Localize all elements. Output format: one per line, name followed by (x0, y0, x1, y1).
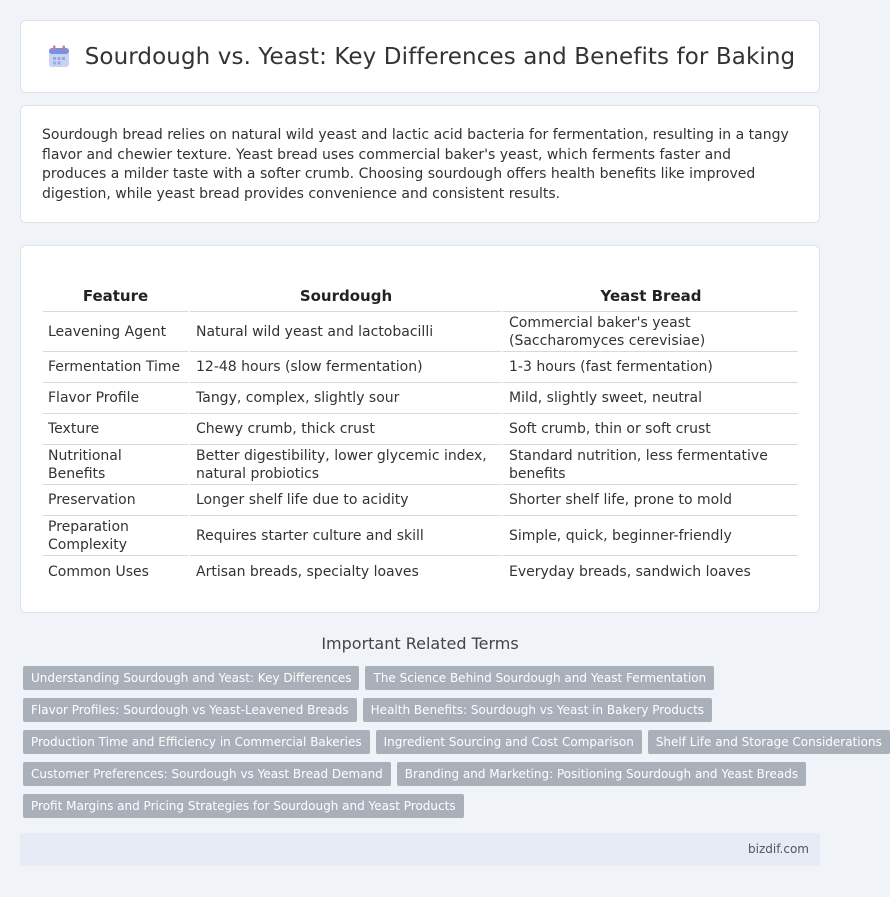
title-row (21, 21, 819, 92)
table-cell-sourdough: Artisan breads, specialty loaves (188, 556, 501, 587)
related-term-tag[interactable]: Customer Preferences: Sourdough vs Yeast Bread Demand (23, 762, 391, 786)
table-cell-sourdough: Longer shelf life due to acidity (188, 485, 501, 516)
table-header-row (43, 268, 798, 312)
table-cell-feature: Fermentation Time (43, 352, 188, 383)
tag-row (23, 762, 813, 786)
table-row (43, 414, 798, 445)
related-term-tag[interactable]: The Science Behind Sourdough and Yeast Fermentation (365, 666, 714, 690)
related-term-tag[interactable]: Branding and Marketing: Positioning Sourdough and Yeast Breads (397, 762, 806, 786)
table-cell-yeast: Standard nutrition, less fermentative benefits (501, 445, 798, 485)
table-cell-sourdough: Better digestibility, lower glycemic index, natural probiotics (188, 445, 501, 485)
table-row (43, 312, 798, 352)
table-cell-sourdough: Natural wild yeast and lactobacilli (188, 312, 501, 352)
related-terms-list (23, 666, 882, 826)
calendar-icon (45, 43, 73, 71)
related-term-tag[interactable]: Understanding Sourdough and Yeast: Key Differences (23, 666, 359, 690)
intro-card (20, 105, 820, 223)
comparison-table (43, 268, 798, 587)
table-cell-yeast: Simple, quick, beginner-friendly (501, 516, 798, 556)
table-cell-yeast: Everyday breads, sandwich loaves (501, 556, 798, 587)
related-term-tag[interactable]: Health Benefits: Sourdough vs Yeast in Bakery Products (363, 698, 712, 722)
table-cell-sourdough: Requires starter culture and skill (188, 516, 501, 556)
header-yeast-bread: Yeast Bread (501, 268, 798, 312)
table-cell-feature: Flavor Profile (43, 383, 188, 414)
table-row (43, 352, 798, 383)
tag-row (23, 730, 882, 754)
table-cell-feature: Preparation Complexity (43, 516, 188, 556)
table-cell-feature: Texture (43, 414, 188, 445)
tag-row (23, 794, 813, 818)
table-cell-feature: Leavening Agent (43, 312, 188, 352)
table-row (43, 485, 798, 516)
tag-row (23, 666, 813, 690)
table-cell-yeast: Mild, slightly sweet, neutral (501, 383, 798, 414)
table-cell-feature: Common Uses (48, 563, 149, 580)
table-cell-sourdough: 12-48 hours (slow fermentation) (188, 352, 501, 383)
related-term-tag[interactable]: Production Time and Efficiency in Commercial Bakeries (23, 730, 370, 754)
page-title: Sourdough vs. Yeast: Key Differences and Benefits for Baking (84, 43, 796, 70)
table-cell-sourdough: Chewy crumb, thick crust (188, 414, 501, 445)
related-term-tag[interactable]: Shelf Life and Storage Considerations (648, 730, 890, 754)
table-cell-yeast: Shorter shelf life, prone to mold (501, 485, 798, 516)
header-sourdough: Sourdough (188, 268, 501, 312)
related-terms-title: Important Related Terms (321, 634, 519, 653)
table-row (43, 556, 798, 587)
table-cell-sourdough: Tangy, complex, slightly sour (188, 383, 501, 414)
tag-row (23, 698, 813, 722)
table-row (43, 383, 798, 414)
table-cell-feature: Nutritional Benefits (43, 445, 188, 485)
table-cell-yeast: 1-3 hours (fast fermentation) (501, 352, 798, 383)
table-cell-feature: Preservation (43, 485, 188, 516)
title-card (20, 20, 820, 93)
related-term-tag[interactable]: Flavor Profiles: Sourdough vs Yeast-Leavened Breads (23, 698, 357, 722)
table-row (43, 445, 798, 485)
table-cell-yeast: Commercial baker's yeast (Saccharomyces cerevisiae) (501, 312, 798, 352)
comparison-table-card (20, 245, 820, 613)
table-row (43, 516, 798, 556)
table-cell-yeast: Soft crumb, thin or soft crust (501, 414, 798, 445)
footer-site-link[interactable]: bizdif.com (748, 842, 809, 856)
header-feature: Feature (43, 268, 188, 312)
related-term-tag[interactable]: Profit Margins and Pricing Strategies for Sourdough and Yeast Products (23, 794, 464, 818)
related-term-tag[interactable]: Ingredient Sourcing and Cost Comparison (376, 730, 642, 754)
intro-paragraph: Sourdough bread relies on natural wild yeast and lactic acid bacteria for fermentation, resulting in a tangy flavor and chewier texture. Yeast bread uses commercial baker's yeast, which ferments faster and produces a milder taste with a softer crumb. Choosing sourdough offers health benefits like improved digestion, while yeast bread provides convenience and consistent results. (42, 127, 789, 202)
footer (20, 833, 820, 866)
